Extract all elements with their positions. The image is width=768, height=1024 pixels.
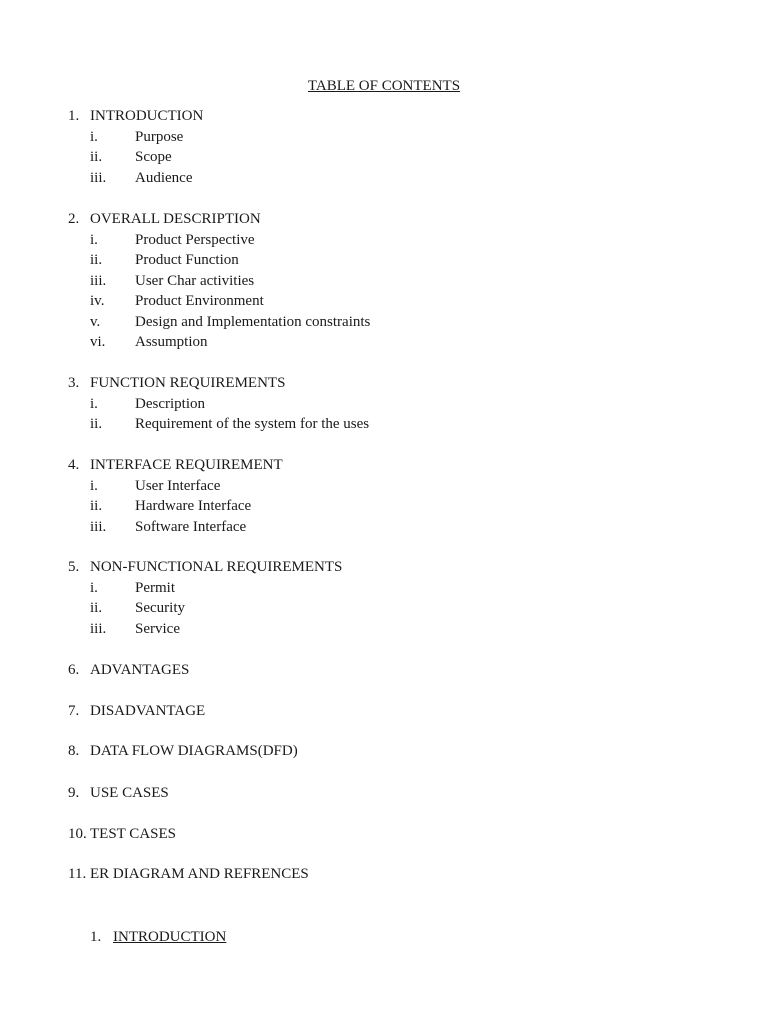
section-label: DISADVANTAGE [90,703,206,719]
section-label: USE CASES [90,785,169,801]
subsection-label: Design and Implementation constraints [135,313,371,330]
subsection-number: vi. [90,334,106,350]
section-label: INTERFACE REQUIREMENT [90,457,283,473]
subsection-number: iv. [90,293,105,309]
section-number: 4. [68,457,80,473]
subsection-number: ii. [90,416,103,432]
section-number: 2. [68,211,80,227]
section-label: OVERALL DESCRIPTION [90,211,261,227]
subsection-number: ii. [90,498,103,514]
subsection-number: iii. [90,620,107,637]
subsection-label: Requirement of the system for the uses [135,416,370,432]
subsection-label: Security [135,600,185,616]
subsection-label: Description [135,395,205,412]
toc-title: TABLE OF CONTENTS [307,78,461,94]
section-label: INTRODUCTION [90,108,204,124]
subsection-label: User Interface [135,477,221,494]
section-label: ER DIAGRAM AND REFRENCES [90,866,309,882]
section-number: 5. [68,559,80,575]
section-number: 7. [68,703,80,719]
subsection-number: ii. [90,600,103,616]
section-label: ADVANTAGES [90,662,190,678]
subsection-number: iii. [90,518,107,535]
section-number: 8. [68,743,80,759]
subsection-number: i. [90,395,98,412]
section-label: DATA FLOW DIAGRAMS(DFD) [90,743,298,759]
subsection-label: Permit [135,579,175,596]
section-label: TEST CASES [90,826,176,842]
subsection-number: ii. [90,252,103,268]
subsection-number: iii. [90,272,107,289]
section-number: 11. [68,866,87,882]
subsection-number: iii. [90,169,107,186]
section-number: 9. [68,785,80,801]
subsection-number: ii. [90,149,103,165]
subsection-label: Scope [135,149,172,165]
subsection-label: Product Environment [135,293,264,309]
subsection-number: i. [90,231,98,248]
subsection-label: User Char activities [135,272,255,289]
subsection-label: Product Function [135,252,239,268]
section-number: 3. [68,375,80,391]
body-heading-number: 1. [90,929,102,945]
section-number: 10. [68,826,87,842]
subsection-label: Assumption [135,334,208,350]
subsection-label: Product Perspective [135,231,255,248]
subsection-label: Software Interface [135,518,247,535]
subsection-number: i. [90,128,98,145]
subsection-label: Service [135,620,180,637]
subsection-label: Audience [135,169,193,186]
body-heading-label: INTRODUCTION [113,929,227,945]
section-number: 1. [68,108,80,124]
subsection-number: i. [90,579,98,596]
section-label: FUNCTION REQUIREMENTS [90,375,286,391]
section-label: NON-FUNCTIONAL REQUIREMENTS [90,559,343,575]
subsection-number: i. [90,477,98,494]
subsection-label: Hardware Interface [135,498,252,514]
section-number: 6. [68,662,80,678]
subsection-number: v. [90,313,101,330]
subsection-label: Purpose [135,128,184,145]
